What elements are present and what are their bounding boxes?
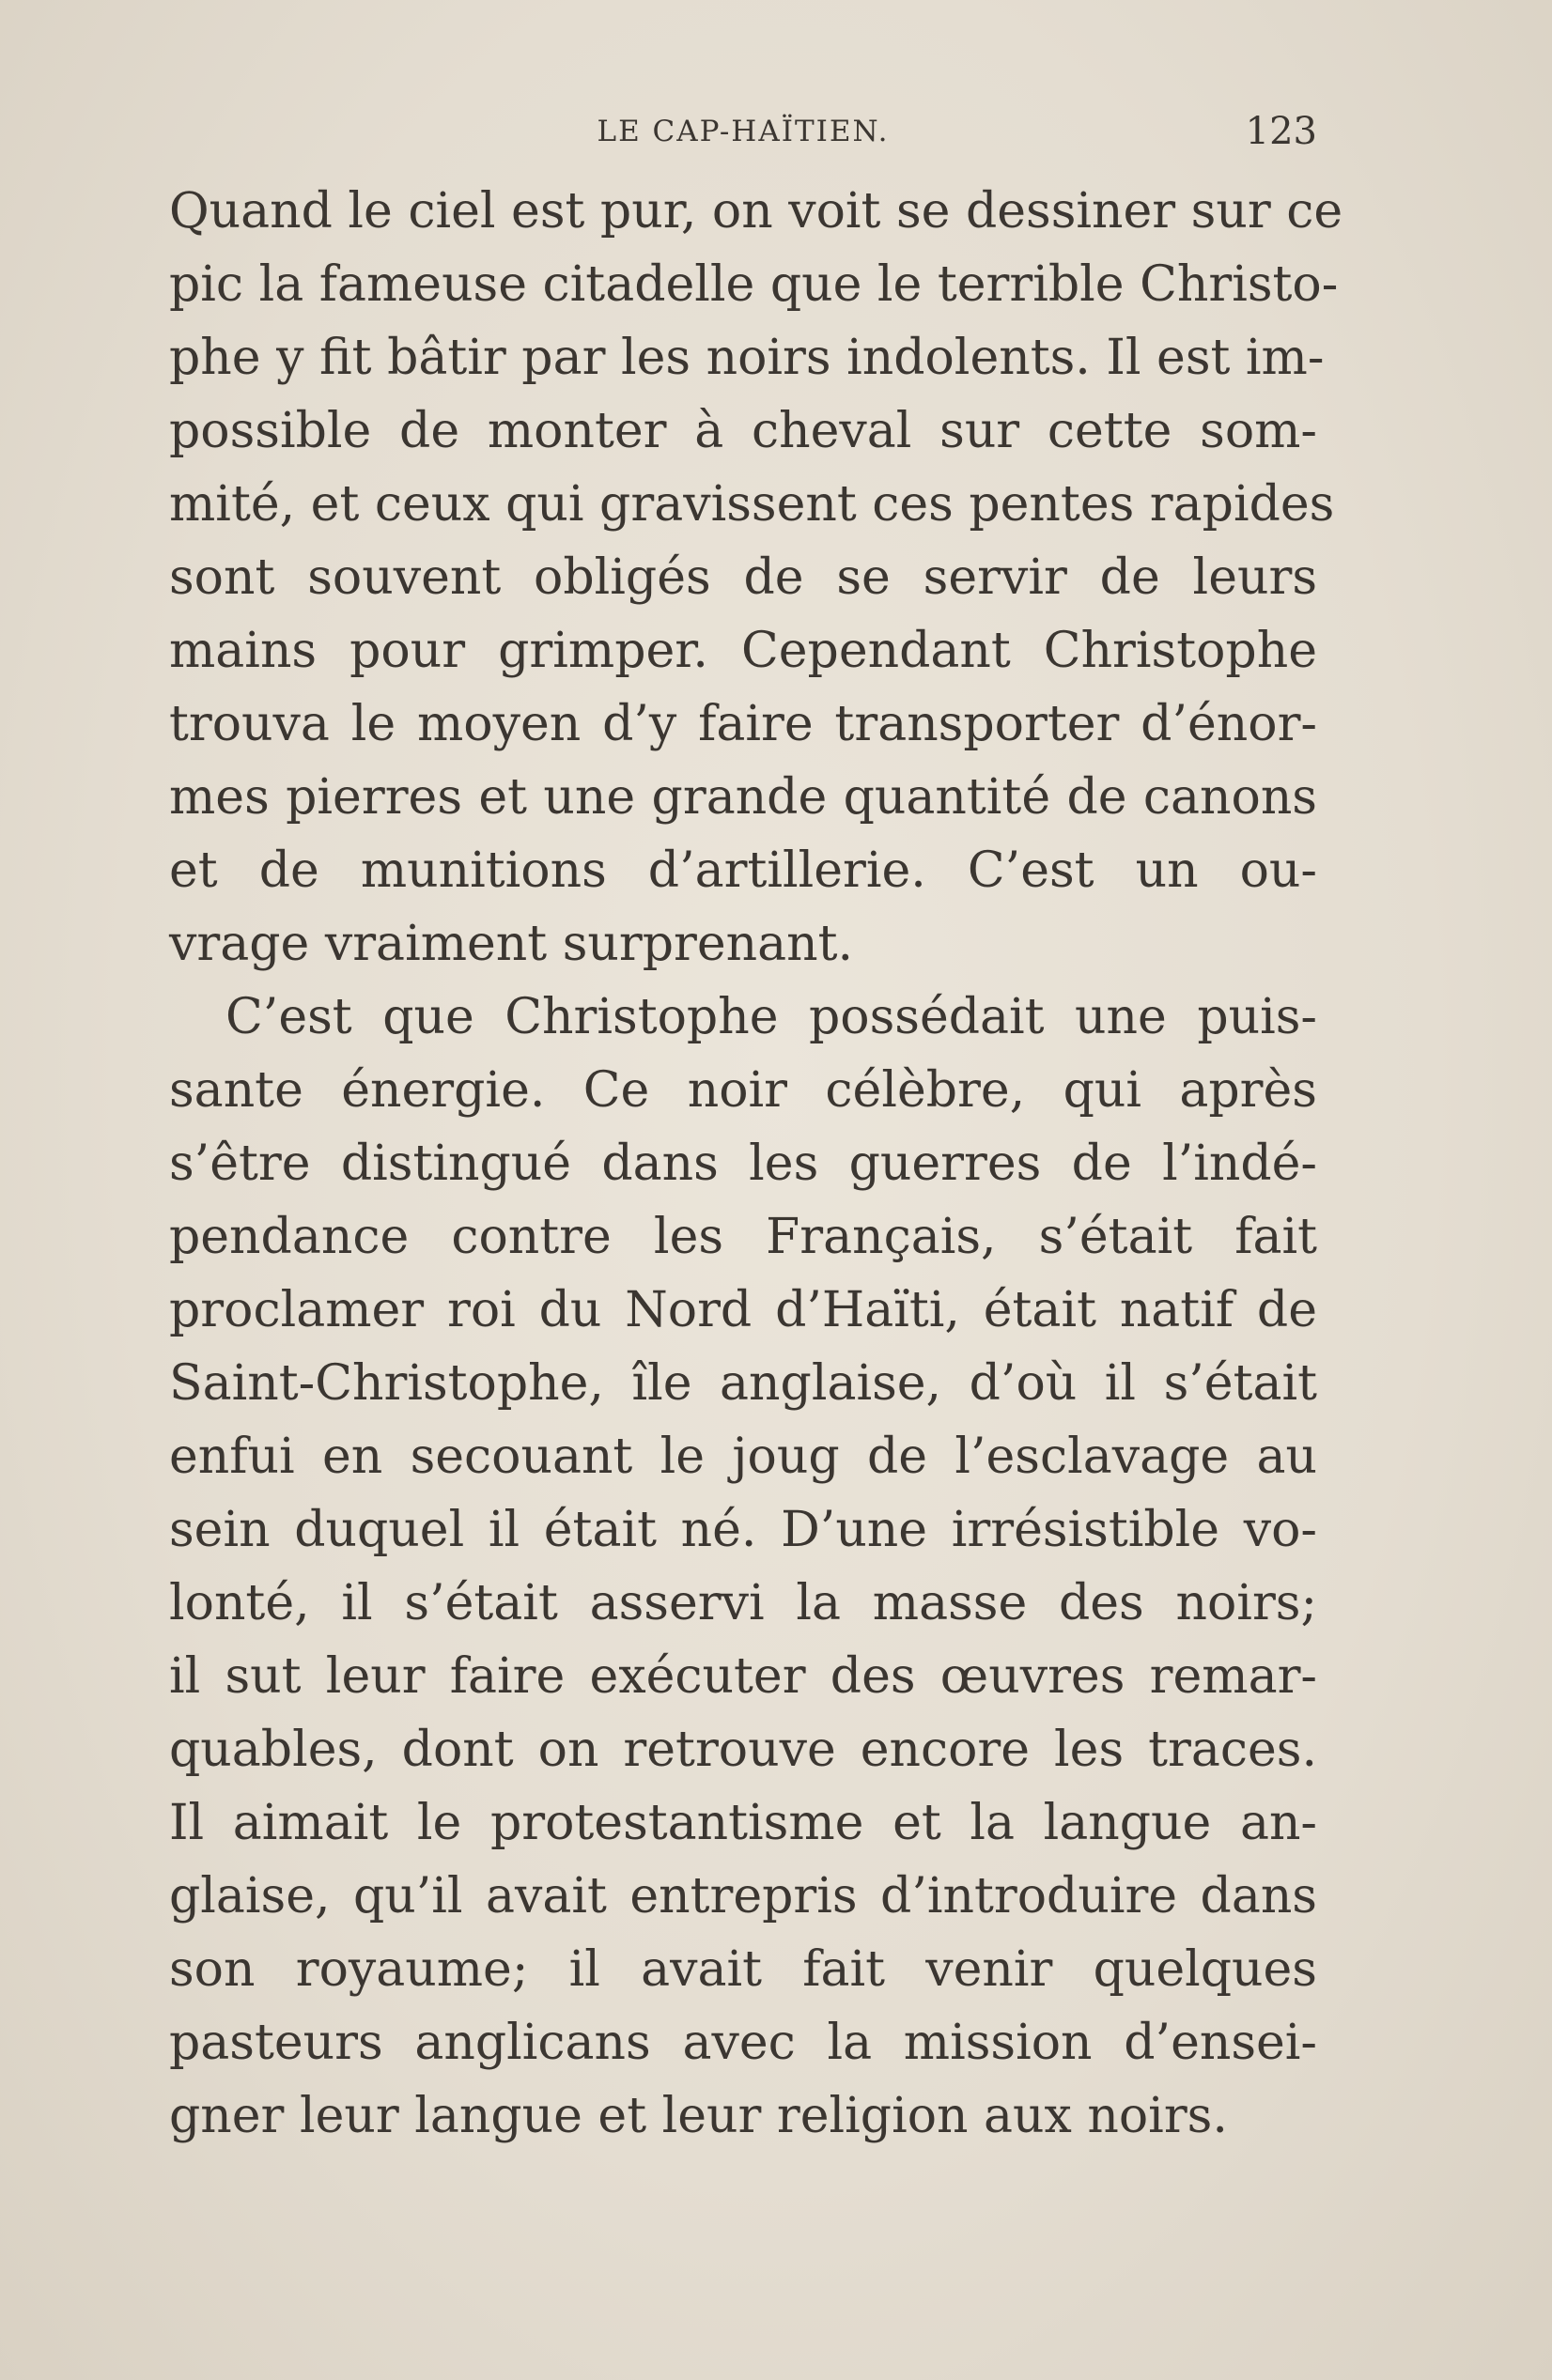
- text-line: lonté, il s’était asservi la masse des noirs;: [169, 1575, 1317, 1631]
- text-line: Il aimait le protestantisme et la langue an-: [169, 1795, 1317, 1851]
- text-line: glaise, qu’il avait entrepris d’introduire dans: [169, 1868, 1317, 1924]
- text-line: mains pour grimper. Cependant Christophe: [169, 623, 1317, 679]
- running-title: LE CAP-HAÏTIEN.: [597, 115, 890, 148]
- text-line: phe y fit bâtir par les noirs indolents. Il est im-: [169, 330, 1325, 386]
- text-line: enfui en secouant le joug de l’esclavage au: [169, 1429, 1317, 1485]
- text-line: et de munitions d’artillerie. C’est un ou-: [169, 842, 1317, 899]
- paragraph-end-line: vrage vraiment surprenant.: [169, 916, 854, 972]
- text-line: son royaume; il avait fait venir quelques: [169, 1941, 1317, 1998]
- text-line: proclamer roi du Nord d’Haïti, était natif de: [169, 1282, 1317, 1338]
- text-line: Saint-Christophe, île anglaise, d’où il s’était: [169, 1355, 1317, 1412]
- text-line: pendance contre les Français, s’était fait: [169, 1209, 1317, 1265]
- text-line: gner leur langue et leur religion aux noirs.: [169, 2088, 1228, 2144]
- text-line: sein duquel il était né. D’une irrésistible vo-: [169, 1502, 1317, 1558]
- text-line: possible de monter à cheval sur cette som-: [169, 403, 1317, 459]
- text-line: trouva le moyen d’y faire transporter d’énor-: [169, 696, 1317, 752]
- page-number: 123: [1245, 110, 1317, 153]
- text-line: quables, dont on retrouve encore les traces.: [169, 1722, 1317, 1778]
- running-head: [169, 105, 1317, 158]
- text-line: il sut leur faire exécuter des œuvres remar-: [169, 1648, 1317, 1705]
- paragraph-start-line: C’est que Christophe possédait une puis-: [225, 989, 1317, 1045]
- text-line: sante énergie. Ce noir célèbre, qui après: [169, 1062, 1317, 1119]
- text-line: mité, et ceux qui gravissent ces pentes rapides: [169, 476, 1335, 533]
- text-line: s’être distingué dans les guerres de l’indé-: [169, 1136, 1317, 1192]
- body-text: [169, 175, 1343, 2153]
- text-line: pic la fameuse citadelle que le terrible Christo-: [169, 256, 1339, 313]
- text-line: sont souvent obligés de se servir de leurs: [169, 549, 1317, 606]
- text-line: pasteurs anglicans avec la mission d’ensei-: [169, 2015, 1317, 2071]
- text-line: mes pierres et une grande quantité de canons: [169, 769, 1317, 826]
- text-line: Quand le ciel est pur, on voit se dessiner sur ce: [169, 183, 1343, 240]
